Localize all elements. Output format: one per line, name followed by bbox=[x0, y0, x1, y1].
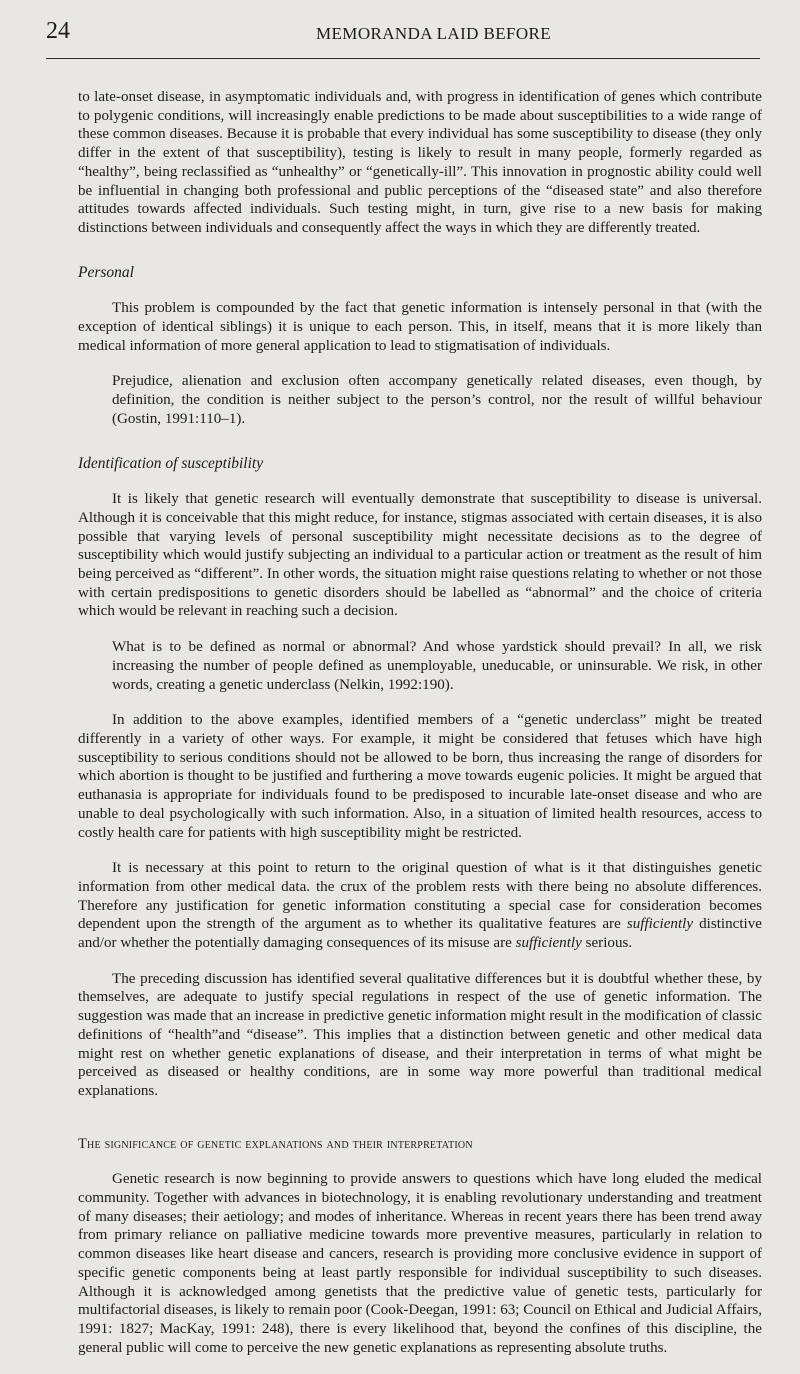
emphasis: sufficiently bbox=[626, 916, 694, 933]
running-title: MEMORANDA LAID BEFORE bbox=[316, 24, 552, 43]
paragraph: Genetic research is now beginning to provide answers to questions which have long eluded the medical community. Together with advances in biotechnology, it is enabling revolutionary understanding and treatment of many diseases; their aetiology; and modes of inheritance. Whereas in recent years there has been trend away from primary reliance on palliative medicine towards more preventive measures, particularly in relation to common diseases like heart disease and cancers, research is providing more conclusive evidence in support of specific genetic components being at least partly responsible for individual susceptibility to such diseases. Although it is acknowledged among genetists that the predictive value of genetic tests, particularly for multifactorial diseases, is likely to remain poor (Cook-Deegan, 1991: 63; Council on Ethical and Judicial Affairs, 1991: 1827; MacKay, 1991: 248), there is every likelihood that, beyond the confines of this discipline, the general public will come to perceive the new genetic explanations as representing absolute truths. bbox=[78, 1171, 762, 1356]
page-number: 24 bbox=[46, 18, 70, 44]
paragraph: The preceding discussion has identified several qualitative differences but it is doubtful whether these, by themselves, are adequate to justify special regulations in respect of the use of genetic information. The suggestion was made that an increase in predictive genetic information might result in the modification of classic definitions of “health”and “disease”. This implies that a distinction between genetic and other medical data might rest on whether genetic explanations of disease, and their interpretation in terms of what might be perceived as diseased or healthy conditions, are in some way more powerful than traditional medical explanations. bbox=[78, 970, 762, 1099]
block-quote: What is to be defined as normal or abnormal? And whose yardstick should prevail? In all, we risk increasing the number of people defined as unemployable, uneducable, or uninsurable. We risk, in other words, creating a genetic underclass (Nelkin, 1992:190). bbox=[112, 639, 762, 693]
document-body bbox=[78, 88, 762, 1374]
paragraph-continued: to late-onset disease, in asymptomatic individuals and, with progress in identification of genes which contribute to polygenic conditions, will increasingly enable predictions to be made about susceptibilities to a wide range of these common diseases. Because it is probable that every individual has some susceptibility to disease (they only differ in the extent of that susceptibility), testing is likely to result in many people, formerly regarded as “healthy”, being reclassified as “unhealthy” or “genetically-ill”. This innovation in prognostic ability could well be influential in changing both professional and public perceptions of the “diseased state” and also therefore attitudes towards affected individuals. Such testing might, in turn, give rise to a new basis for making distinctions between individuals and consequently affect the ways in which they are differently treated. bbox=[78, 89, 762, 236]
section-heading-personal: Personal bbox=[78, 263, 134, 281]
paragraph: It is likely that genetic research will eventually demonstrate that susceptibility to disease is universal. Although it is conceivable that this might reduce, for instance, stigmas associated with certain diseases, it is also possible that varying levels of personal susceptibility might necessitate decisions as to the degree of susceptibility which would justify subjecting an individual to a particular action or treatment as the result of him being perceived as “different”. In other words, the situation might raise questions relating to whether or not those with certain predispositions to genetic disorders should be labelled as “abnormal” and the choice of criteria which would be relevant in reaching such a decision. bbox=[78, 491, 762, 620]
section-heading-identification: Identification of susceptibility bbox=[78, 454, 264, 472]
page-header bbox=[46, 18, 760, 59]
paragraph: In addition to the above examples, identified members of a “genetic underclass” might be treated differently in a variety of other ways. For example, it might be considered that fetuses which have high susceptibility to serious conditions should not be allowed to be born, thus increasing the range of disorders for which abortion is thought to be justified and furthering a move towards eugenic policies. It might be argued that euthanasia is appropriate for individuals found to be predisposed to incurable late-onset disease and who are unable to deal psychologically with such information. Also, in a situation of limited health resources, access to costly health care for patients with high susceptibility might be restricted. bbox=[78, 712, 762, 841]
block-quote: Prejudice, alienation and exclusion often accompany genetically related diseases, even though, by definition, the condition is neither subject to the person’s control, nor the result of willful behaviour (Gostin, 1991:110–1). bbox=[112, 373, 762, 427]
text-run: serious. bbox=[581, 935, 633, 952]
section-heading-significance: The significance of genetic explanations and their interpretation bbox=[78, 1135, 473, 1152]
emphasis: sufficiently bbox=[515, 935, 582, 952]
paragraph bbox=[78, 859, 762, 953]
text-run: distinctive and/or whether the potentially damaging consequences of its misuse are bbox=[78, 916, 762, 952]
text-run: It is necessary at this point to return to the original question of what is it that distinguishes genetic information from other medical data. the crux of the problem rests with there being no absolute differences. Therefore any justification for genetic information constituting a special case for consideration becomes dependent upon the strength of the argument as to whether its qualitative features are bbox=[78, 860, 762, 933]
paragraph: This problem is compounded by the fact that genetic information is intensely personal in that (with the exception of identical siblings) it is unique to each person. This, in itself, means that it is more likely than medical information of more general application to lead to stigmatisation of individuals. bbox=[78, 300, 762, 354]
